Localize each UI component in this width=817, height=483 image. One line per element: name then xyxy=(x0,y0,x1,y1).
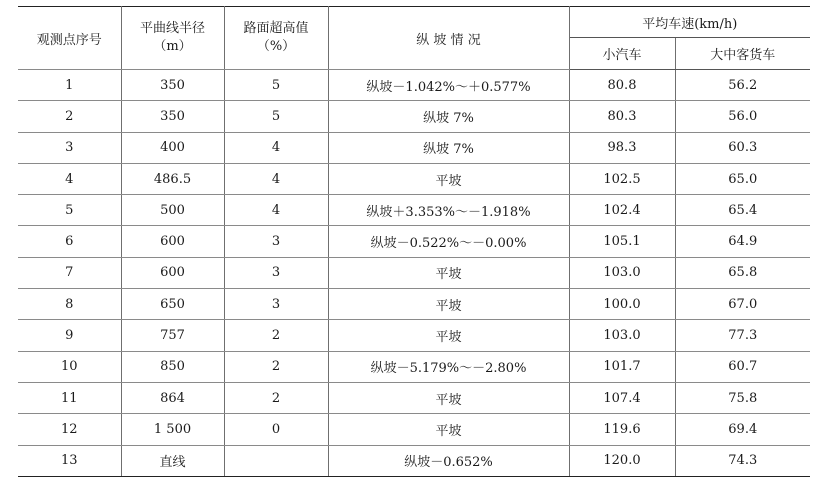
cell-grade: 纵坡－0.522%～－0.00% xyxy=(328,226,569,257)
cell-curve-radius: 864 xyxy=(121,382,224,413)
cell-superelevation: 2 xyxy=(224,382,328,413)
table-row xyxy=(18,195,810,226)
cell-car-speed: 120.0 xyxy=(569,445,675,476)
cell-car-speed: 101.7 xyxy=(569,351,675,382)
cell-point-number: 6 xyxy=(18,226,121,257)
cell-truck-speed: 56.0 xyxy=(675,101,810,132)
table-row xyxy=(18,226,810,257)
cell-superelevation: 5 xyxy=(224,70,328,101)
cell-superelevation: 3 xyxy=(224,257,328,288)
cell-curve-radius: 1 500 xyxy=(121,414,224,445)
cell-truck-speed: 60.7 xyxy=(675,351,810,382)
cell-curve-radius: 850 xyxy=(121,351,224,382)
cell-truck-speed: 65.8 xyxy=(675,257,810,288)
cell-truck-speed: 69.4 xyxy=(675,414,810,445)
cell-point-number: 10 xyxy=(18,351,121,382)
table-body xyxy=(18,70,810,477)
cell-curve-radius: 500 xyxy=(121,195,224,226)
table-row xyxy=(18,289,810,320)
cell-point-number: 9 xyxy=(18,320,121,351)
cell-truck-speed: 65.0 xyxy=(675,163,810,194)
cell-car-speed: 119.6 xyxy=(569,414,675,445)
header-radius-unit: （m） xyxy=(153,39,192,54)
cell-grade: 纵坡 7% xyxy=(328,101,569,132)
cell-truck-speed: 74.3 xyxy=(675,445,810,476)
cell-curve-radius: 757 xyxy=(121,320,224,351)
header-curve-radius xyxy=(121,7,224,70)
cell-car-speed: 98.3 xyxy=(569,132,675,163)
cell-superelevation: 4 xyxy=(224,195,328,226)
speed-observation-table xyxy=(18,6,810,477)
cell-truck-speed: 56.2 xyxy=(675,70,810,101)
cell-grade: 平坡 xyxy=(328,163,569,194)
header-car-label: 小汽车 xyxy=(602,48,642,63)
header-average-speed xyxy=(569,7,810,38)
cell-grade: 平坡 xyxy=(328,289,569,320)
table-row xyxy=(18,257,810,288)
cell-curve-radius: 600 xyxy=(121,257,224,288)
cell-car-speed: 103.0 xyxy=(569,257,675,288)
cell-curve-radius: 350 xyxy=(121,101,224,132)
cell-point-number: 3 xyxy=(18,132,121,163)
header-superelevation xyxy=(224,7,328,70)
cell-superelevation: 5 xyxy=(224,101,328,132)
cell-grade: 纵坡－5.179%～－2.80% xyxy=(328,351,569,382)
table-row xyxy=(18,70,810,101)
table-header xyxy=(18,7,810,70)
cell-superelevation: 4 xyxy=(224,163,328,194)
cell-car-speed: 107.4 xyxy=(569,382,675,413)
cell-curve-radius: 486.5 xyxy=(121,163,224,194)
cell-grade: 纵坡＋3.353%～－1.918% xyxy=(328,195,569,226)
cell-superelevation: 2 xyxy=(224,351,328,382)
cell-point-number: 7 xyxy=(18,257,121,288)
cell-point-number: 4 xyxy=(18,163,121,194)
cell-grade: 平坡 xyxy=(328,382,569,413)
header-grade-label: 纵 坡 情 况 xyxy=(416,32,481,48)
cell-curve-radius: 600 xyxy=(121,226,224,257)
cell-truck-speed: 75.8 xyxy=(675,382,810,413)
cell-truck-speed: 77.3 xyxy=(675,320,810,351)
cell-car-speed: 100.0 xyxy=(569,289,675,320)
cell-grade: 平坡 xyxy=(328,414,569,445)
cell-point-number: 13 xyxy=(18,445,121,476)
cell-grade: 平坡 xyxy=(328,320,569,351)
cell-truck-speed: 60.3 xyxy=(675,132,810,163)
cell-superelevation: 3 xyxy=(224,289,328,320)
cell-superelevation: 4 xyxy=(224,132,328,163)
cell-truck-speed: 65.4 xyxy=(675,195,810,226)
cell-superelevation xyxy=(224,445,328,476)
table-row xyxy=(18,382,810,413)
cell-grade: 纵坡－0.652% xyxy=(328,445,569,476)
table-row xyxy=(18,163,810,194)
cell-truck-speed: 67.0 xyxy=(675,289,810,320)
cell-car-speed: 105.1 xyxy=(569,226,675,257)
cell-grade: 纵坡 7% xyxy=(328,132,569,163)
cell-car-speed: 80.3 xyxy=(569,101,675,132)
table-row xyxy=(18,414,810,445)
cell-point-number: 5 xyxy=(18,195,121,226)
header-speed-group-label: 平均车速(km/h) xyxy=(642,16,738,32)
header-superelevation-label: 路面超高值 xyxy=(243,21,309,36)
cell-point-number: 1 xyxy=(18,70,121,101)
table-row xyxy=(18,445,810,476)
table-row xyxy=(18,351,810,382)
header-point-label: 观测点序号 xyxy=(36,32,102,48)
cell-curve-radius: 350 xyxy=(121,70,224,101)
cell-point-number: 12 xyxy=(18,414,121,445)
header-truck xyxy=(675,38,810,70)
header-point-number xyxy=(18,7,121,70)
cell-superelevation: 0 xyxy=(224,414,328,445)
cell-truck-speed: 64.9 xyxy=(675,226,810,257)
header-truck-label: 大中客货车 xyxy=(710,48,776,63)
cell-point-number: 8 xyxy=(18,289,121,320)
table-row xyxy=(18,320,810,351)
cell-car-speed: 102.5 xyxy=(569,163,675,194)
speed-observation-table-container xyxy=(18,6,810,477)
table-row xyxy=(18,132,810,163)
cell-curve-radius: 直线 xyxy=(121,445,224,476)
cell-superelevation: 3 xyxy=(224,226,328,257)
header-grade xyxy=(328,7,569,70)
table-row xyxy=(18,101,810,132)
header-superelevation-unit: （%） xyxy=(256,39,296,54)
cell-grade: 平坡 xyxy=(328,257,569,288)
cell-car-speed: 80.8 xyxy=(569,70,675,101)
header-car xyxy=(569,38,675,70)
header-radius-label: 平曲线半径 xyxy=(139,21,205,36)
cell-car-speed: 103.0 xyxy=(569,320,675,351)
cell-superelevation: 2 xyxy=(224,320,328,351)
cell-grade: 纵坡－1.042%～＋0.577% xyxy=(328,70,569,101)
cell-curve-radius: 400 xyxy=(121,132,224,163)
cell-point-number: 2 xyxy=(18,101,121,132)
cell-curve-radius: 650 xyxy=(121,289,224,320)
cell-point-number: 11 xyxy=(18,382,121,413)
cell-car-speed: 102.4 xyxy=(569,195,675,226)
